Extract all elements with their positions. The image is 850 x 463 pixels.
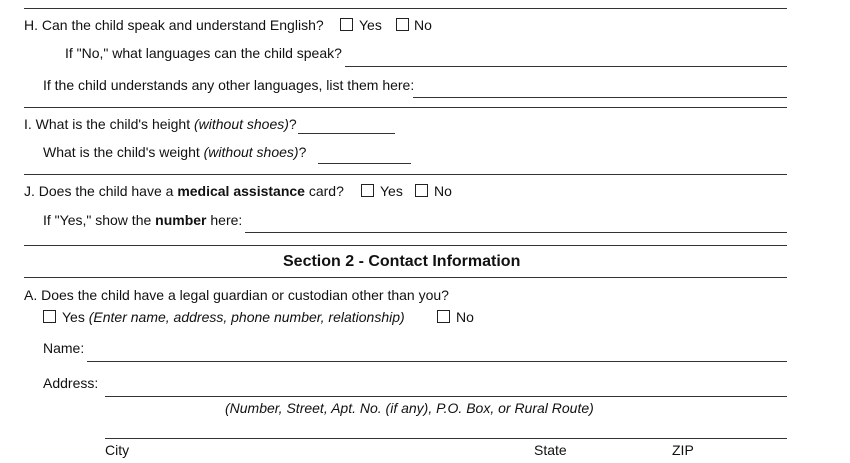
state-label: State xyxy=(534,442,567,458)
medical-yes-checkbox[interactable] xyxy=(361,184,374,197)
medical-number-prompt xyxy=(43,212,242,228)
question-h-label: H. Can the child speak and understand English? xyxy=(24,17,324,33)
name-field[interactable] xyxy=(87,361,787,362)
medical-card-question xyxy=(24,183,344,199)
rule-section2 xyxy=(24,277,787,278)
other-languages-field[interactable] xyxy=(413,97,787,98)
guardian-yes-text: Yes xyxy=(62,309,89,325)
height-prefix: I. What is the child's height xyxy=(24,116,194,132)
guardian-yes-label xyxy=(62,309,405,325)
medical-no-label: No xyxy=(434,183,452,199)
address-field[interactable] xyxy=(105,396,787,397)
city-state-zip-field[interactable] xyxy=(105,438,787,439)
city-label: City xyxy=(105,442,130,458)
other-languages-prompt: If the child understands any other languages, list them here: xyxy=(43,77,415,93)
height-suffix: ? xyxy=(288,116,297,132)
english-yes-checkbox[interactable] xyxy=(340,18,353,31)
weight-question xyxy=(43,144,306,160)
guardian-no-label: No xyxy=(456,309,474,325)
number-prefix: If "Yes," show the xyxy=(43,212,156,228)
languages-prompt: If "No," what languages can the child speak? xyxy=(65,45,342,61)
zip-label: ZIP xyxy=(672,442,694,458)
medical-yes-label: Yes xyxy=(380,183,403,199)
weight-prefix: What is the child's weight xyxy=(43,144,204,160)
top-rule xyxy=(24,8,787,9)
english-yes-label: Yes xyxy=(359,17,382,33)
languages-field[interactable] xyxy=(345,66,787,67)
medical-no-checkbox[interactable] xyxy=(415,184,428,197)
section-2-title: Section 2 - Contact Information xyxy=(283,253,521,270)
rule-i-j xyxy=(24,174,787,175)
english-no-label: No xyxy=(414,17,432,33)
height-question xyxy=(24,116,297,132)
number-bold: number xyxy=(155,212,207,228)
guardian-no-checkbox[interactable] xyxy=(437,310,450,323)
weight-field[interactable] xyxy=(318,163,411,164)
height-field[interactable] xyxy=(298,133,395,134)
guardian-yes-instructions: (Enter name, address, phone number, relationship) xyxy=(88,309,405,325)
name-label: Name: xyxy=(43,340,85,356)
rule-h-i xyxy=(24,107,787,108)
number-suffix: here: xyxy=(206,212,243,228)
height-italic: (without shoes) xyxy=(193,116,289,132)
weight-suffix: ? xyxy=(298,144,307,160)
address-hint: (Number, Street, Apt. No. (if any), P.O. Box, or Rural Route) xyxy=(225,400,594,416)
medical-bold: medical assistance xyxy=(177,183,305,199)
weight-italic: (without shoes) xyxy=(203,144,299,160)
medical-suffix: card? xyxy=(304,183,344,199)
english-no-checkbox[interactable] xyxy=(396,18,409,31)
rule-j-section2 xyxy=(24,245,787,246)
medical-number-field[interactable] xyxy=(245,232,787,233)
guardian-yes-checkbox[interactable] xyxy=(43,310,56,323)
guardian-question: A. Does the child have a legal guardian or custodian other than you? xyxy=(24,287,449,303)
address-label: Address: xyxy=(43,375,99,391)
medical-prefix: J. Does the child have a xyxy=(24,183,178,199)
